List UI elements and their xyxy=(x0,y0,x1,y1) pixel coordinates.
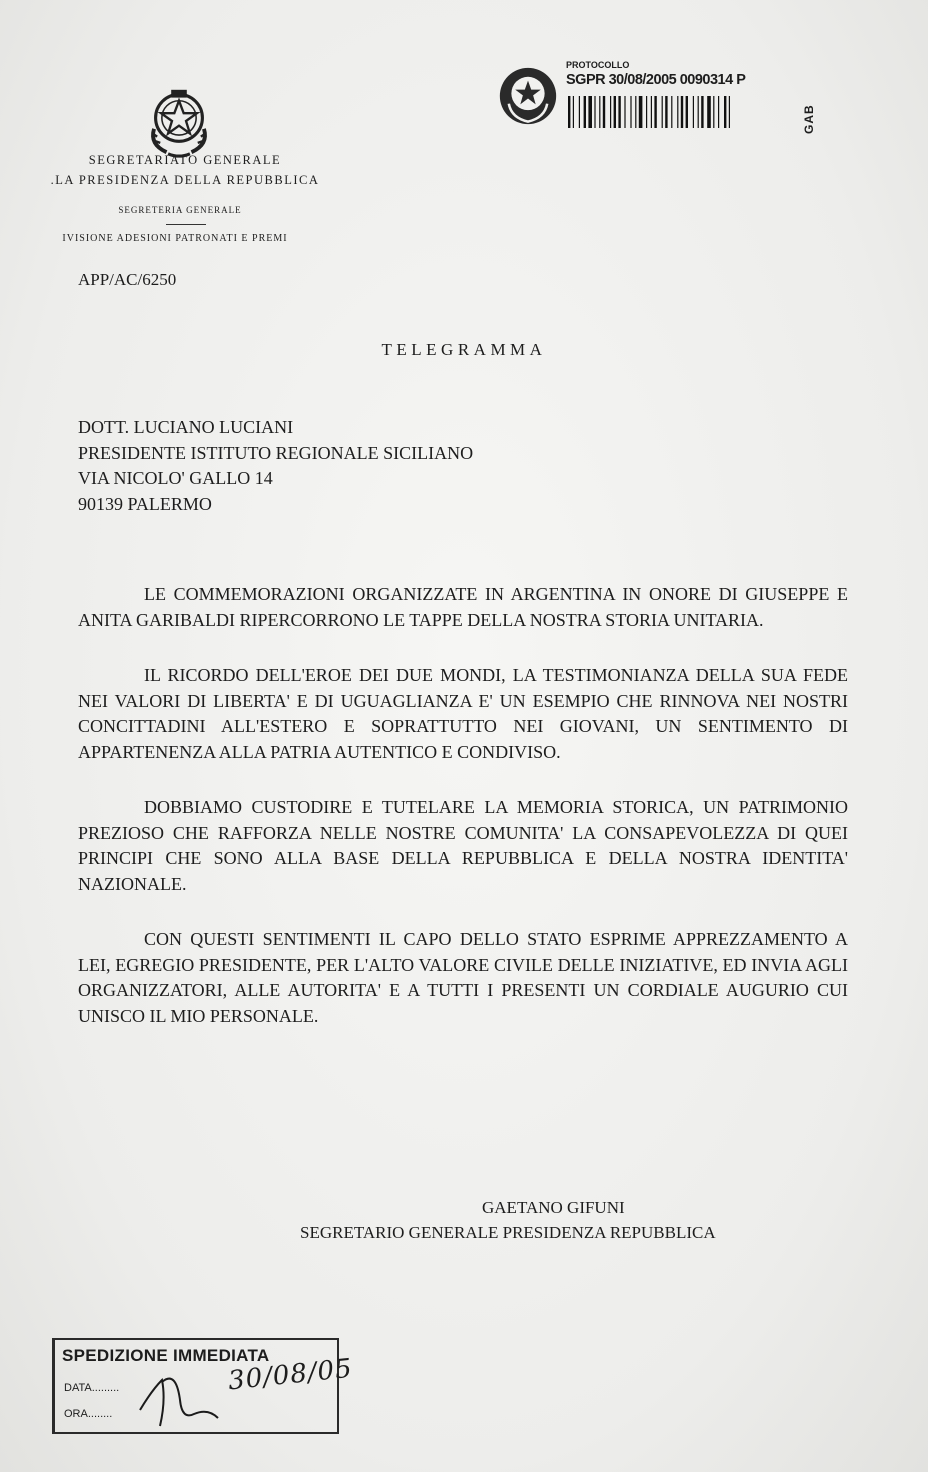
document-title: TELEGRAMMA xyxy=(381,340,547,359)
protocol-office-code: GAB xyxy=(802,104,816,134)
dispatch-date-label: DATA......... xyxy=(64,1382,120,1394)
paragraph-1: LE COMMEMORAZIONI ORGANIZZATE IN ARGENTINA IN ONORE DI GIUSEPPE E ANITA GARIBALDI RIPERCORRONO LE TAPPE DELLA NOSTRA STORIA UNITARIA. xyxy=(78,584,848,630)
letterhead-line-4: IVISIONE ADESIONI PATRONATI E PREMI xyxy=(62,233,288,244)
reference-code: APP/AC/6250 xyxy=(78,270,177,289)
dispatch-label: SPEDIZIONE IMMEDIATA xyxy=(62,1346,270,1365)
paragraph-2: IL RICORDO DELL'EROE DEI DUE MONDI, LA TESTIMONIANZA DELLA SUA FEDE NEI VALORI DI LIBERTA' E DI UGUAGLIANZA E' UN ESEMPIO CHE RINNOVA NEI NOSTRI CONCITTADINI ALL'ESTERO E SOPRATTUTTO NEI GIOVANI, UN SENTIMENTO DI APPARTENENZA ALLA PATRIA AUTENTICO E CONDIVISO. xyxy=(78,665,848,762)
paragraph-4: CON QUESTI SENTIMENTI IL CAPO DELLO STATO ESPRIME APPREZZAMENTO A LEI, EGREGIO PRESIDENTE, PER L'ALTO VALORE CIVILE DELLE INIZIATIVE, ED INVIA AGLI ORGANIZZATORI, ALLE AUTORITA' E A TUTTI I PRESENTI UN CORDIALE AUGURIO CUI UNISCO IL MIO PERSONALE. xyxy=(78,929,848,1026)
recipient-street: VIA NICOLO' GALLO 14 xyxy=(78,468,273,488)
letterhead-line-3: SEGRETERIA GENERALE xyxy=(118,205,242,215)
recipient-address xyxy=(78,415,473,517)
signatory-title: SEGRETARIO GENERALE PRESIDENZA REPUBBLICA xyxy=(300,1223,716,1242)
dispatch-date-value: 30/08/05 xyxy=(226,1353,355,1397)
barcode-icon xyxy=(568,96,794,128)
letterhead-line-2: .LA PRESIDENZA DELLA REPUBBLICA xyxy=(50,173,320,187)
handwritten-initials-icon xyxy=(132,1360,242,1430)
letterhead-divider xyxy=(166,224,206,225)
dispatch-stamp xyxy=(52,1338,355,1434)
recipient-role: PRESIDENTE ISTITUTO REGIONALE SICILIANO xyxy=(78,442,474,463)
protocol-number: SGPR 30/08/2005 0090314 P xyxy=(566,72,746,88)
recipient-name: DOTT. LUCIANO LUCIANI xyxy=(78,417,294,437)
protocol-emblem-icon xyxy=(496,64,560,128)
dispatch-time-label: ORA........ xyxy=(64,1408,113,1420)
protocol-stamp xyxy=(496,60,826,140)
protocol-label: PROTOCOLLO xyxy=(566,60,630,70)
republic-emblem-icon xyxy=(140,82,218,160)
letterhead-line-1: SEGRETARIATO GENERALE xyxy=(88,153,282,167)
recipient-city: 90139 PALERMO xyxy=(78,493,212,514)
paragraph-3: DOBBIAMO CUSTODIRE E TUTELARE LA MEMORIA STORICA, UN PATRIMONIO PREZIOSO CHE RAFFORZA NELLE NOSTRE COMUNITA' LA CONSAPEVOLEZZA DI QUEI PRINCIPI CHE SONO ALLA BASE DELLA REPUBBLICA E DELLA NOSTRA IDENTITA' NAZIONALE. xyxy=(78,797,848,894)
message-body xyxy=(78,582,848,1059)
signatory-name: GAETANO GIFUNI xyxy=(482,1198,625,1217)
